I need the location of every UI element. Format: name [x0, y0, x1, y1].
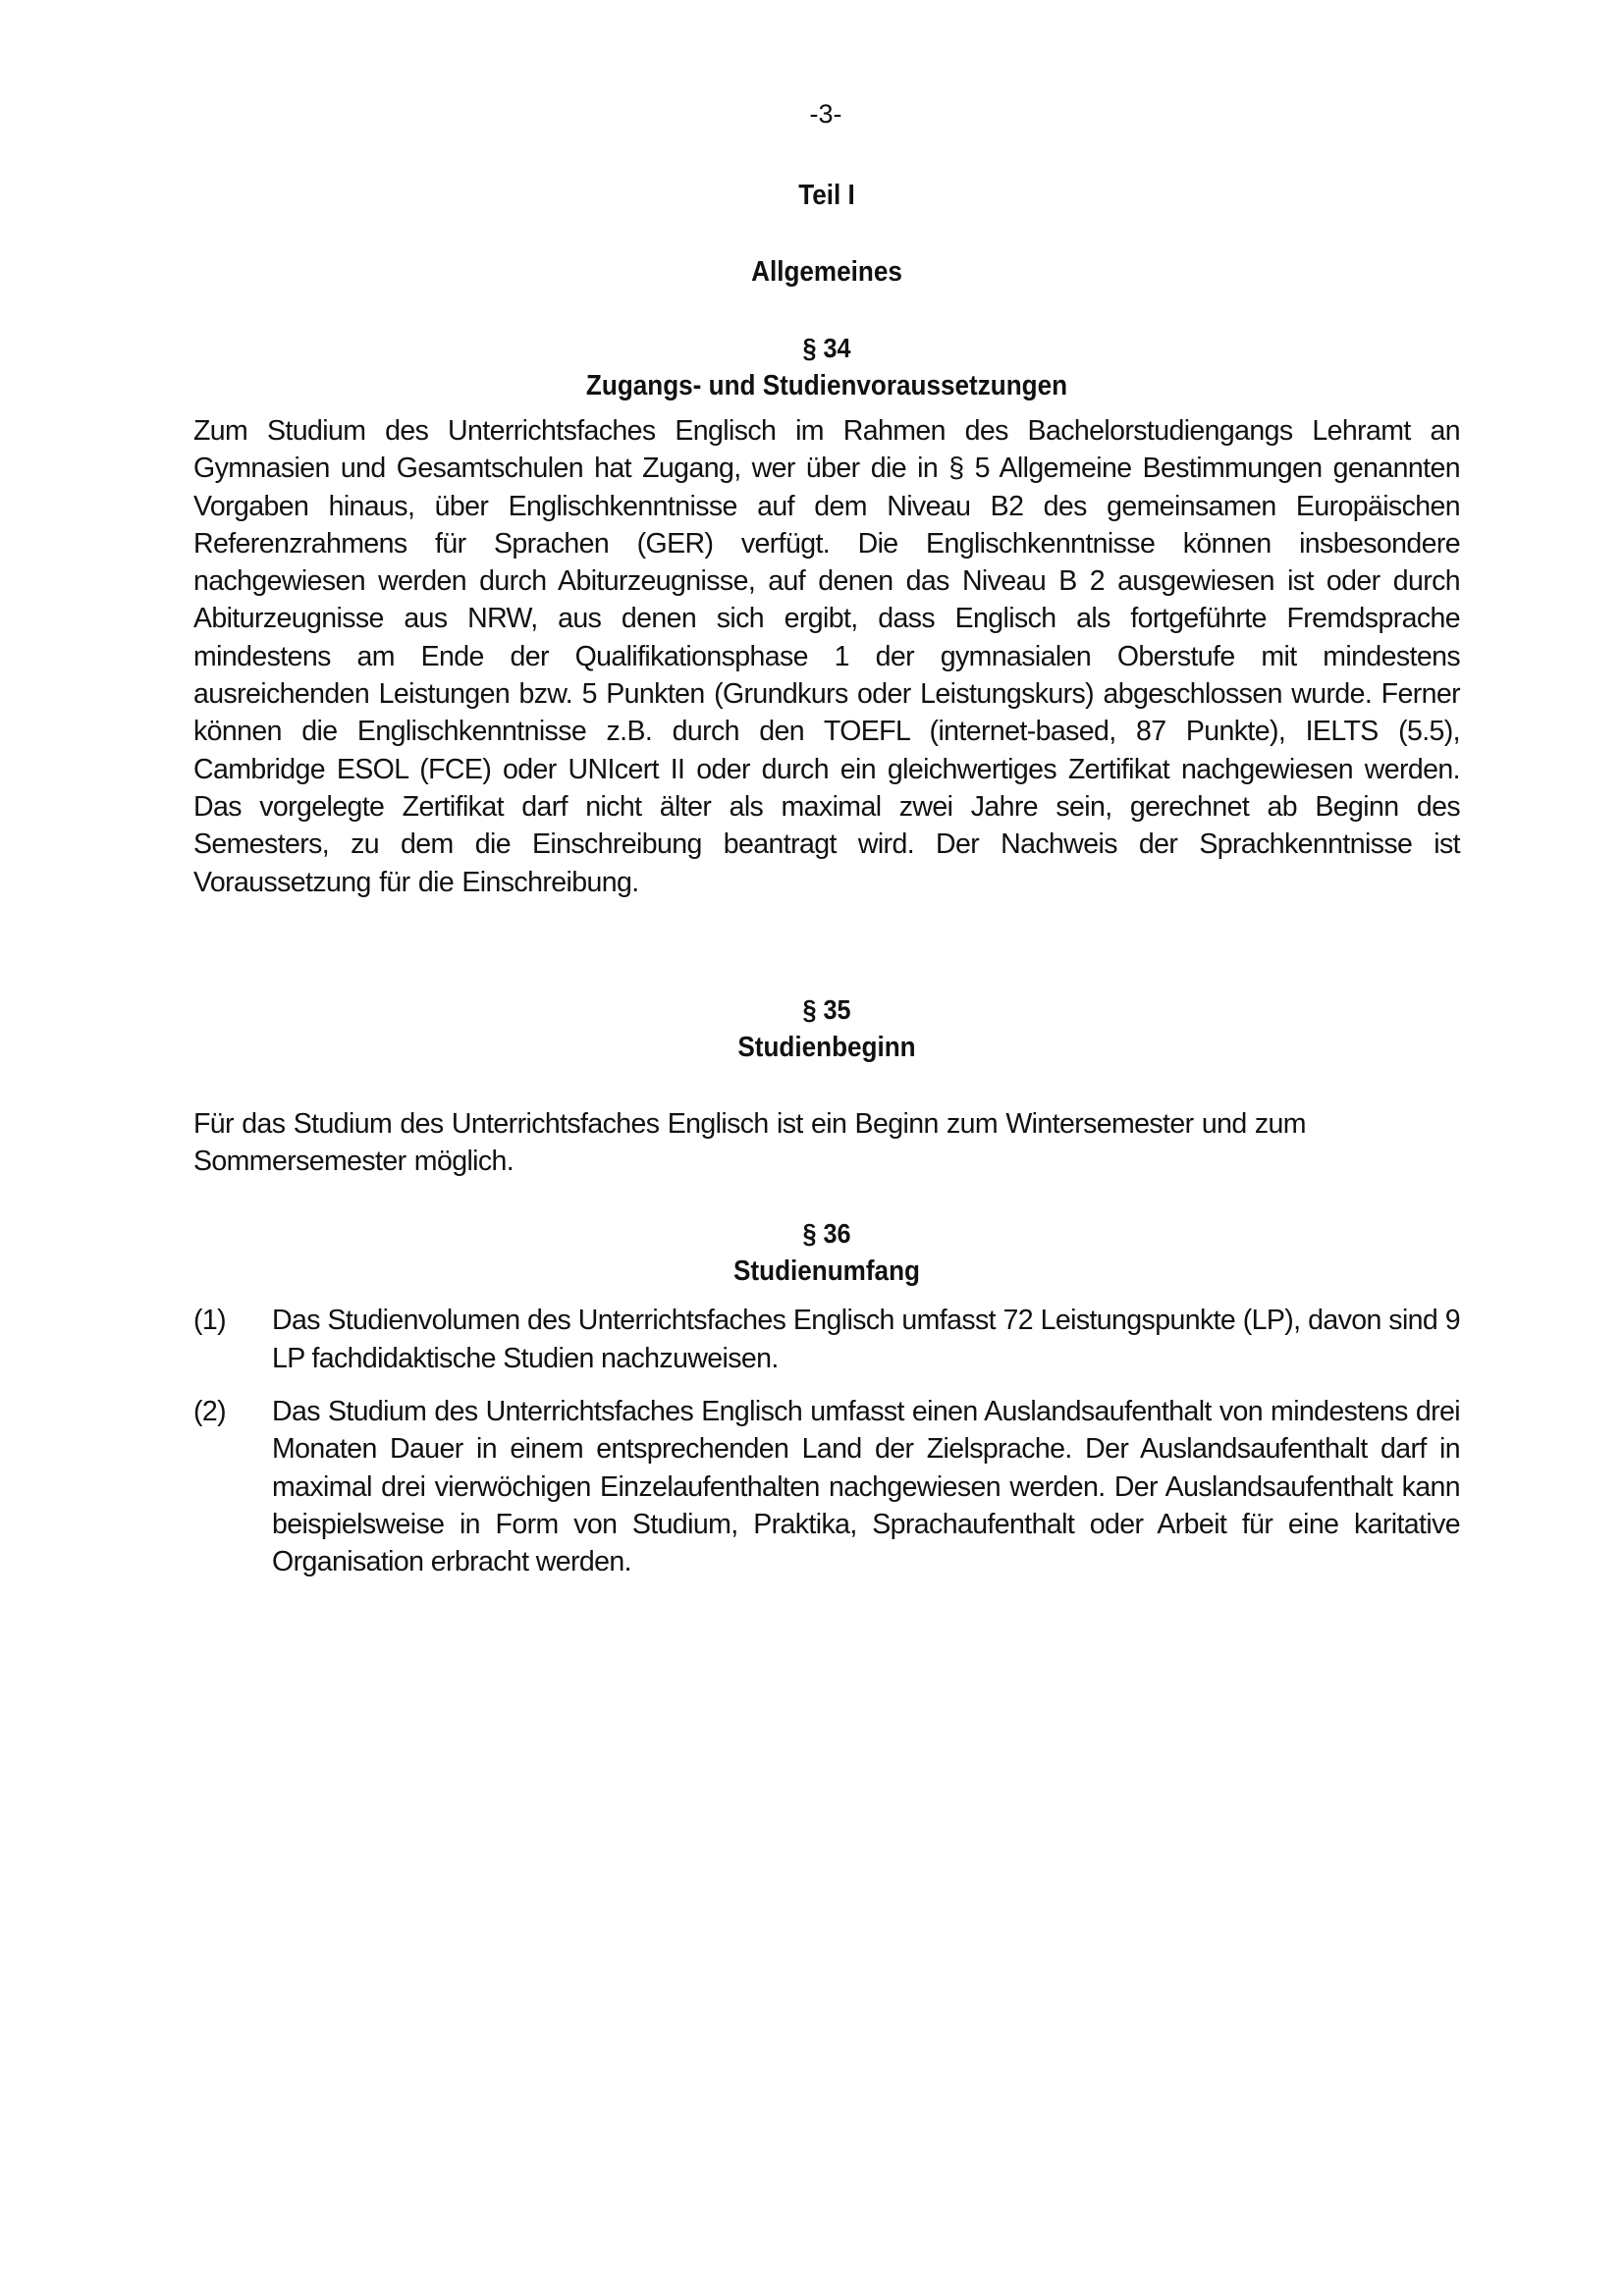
part-title: Teil I [798, 180, 855, 211]
list-item-number: (1) [193, 1305, 227, 1337]
page-content [193, 177, 1460, 1597]
section-title: Zugangs- und Studienvoraussetzungen [585, 370, 1068, 401]
page-number: -3- [809, 99, 842, 129]
section-number: § 34 [802, 333, 851, 363]
list-item [193, 1302, 1460, 1377]
part-subtitle: Allgemeines [751, 256, 902, 288]
section-number: § 36 [802, 1218, 851, 1250]
section-title: Studienumfang [733, 1255, 920, 1288]
section-paragraph: Zum Studium des Unterrichtsfaches Englisch im Rahmen des Bachelorstudiengangs Lehramt an Gymnasien und Gesamtschulen hat Zugang, wer über die in § 5 Allgemeine Bestimmungen genannten Vorgaben hinaus, über Englischkenntnisse auf dem Niveau B2 des gemeinsamen Europäischen Referenzrahmens für Sprachen (GER) verfügt. Die Englischkenntnisse können insbesondere nachgewiesen werden durch Abiturzeugnisse, auf denen das Niveau B 2 ausgewiesen ist oder durch Abiturzeugnisse aus NRW, aus denen sich ergibt, dass Englisch als fortgeführte Fremdsprache mindestens am Ende der Qualifikationsphase 1 der gymnasialen Oberstufe mit mindestens ausreichenden Leistungen bzw. 5 Punkten (Grundkurs oder Leistungskurs) abgeschlossen wurde. Ferner können die Englischkenntnisse z.B. durch den TOEFL (internet-based, 87 Punkte), IELTS (5.5), Cambridge ESOL (FCE) oder UNIcert II oder durch ein gleichwertiges Zertifikat nachgewiesen werden. Das vorgelegte Zertifikat darf nicht älter als maximal zwei Jahre sein, gerechnet ab Beginn des Semesters, zu dem die Einschreibung beantragt wird. Der Nachweis der Sprachkenntnisse ist Voraussetzung für die Einschreibung. [193, 415, 1460, 898]
section-paragraph: Für das Studium des Unterrichtsfaches Englisch ist ein Beginn zum Wintersemester und zum Sommersemester möglich. [193, 1107, 1306, 1178]
list-item-number: (2) [193, 1396, 227, 1428]
section-36 [193, 1215, 1460, 1580]
section-35 [193, 991, 1460, 1181]
list-item [193, 1393, 1460, 1580]
section-title: Studienbeginn [737, 1031, 916, 1063]
list-item-text: Das Studium des Unterrichtsfaches Englisch umfasst einen Auslandsaufenthalt von mindestens drei Monaten Dauer in einem entsprechenden Land der Zielsprache. Der Auslandsaufenthalt darf in maximal drei vierwöchigen Einzelaufenthalten nachgewiesen werden. Der Auslandsaufenthalt kann beispielsweise in Form von Studium, Praktika, Sprachaufenthalt oder Arbeit für eine karitative Organisation erbracht werden. [272, 1396, 1460, 1578]
numbered-list [193, 1302, 1460, 1580]
section-number: § 35 [802, 993, 851, 1025]
list-item-text: Das Studienvolumen des Unterrichtsfaches Englisch umfasst 72 Leistungspunkte (LP), davon sind 9 LP fachdidaktische Studien nachzuweisen. [272, 1305, 1460, 1374]
section-34 [193, 330, 1460, 901]
